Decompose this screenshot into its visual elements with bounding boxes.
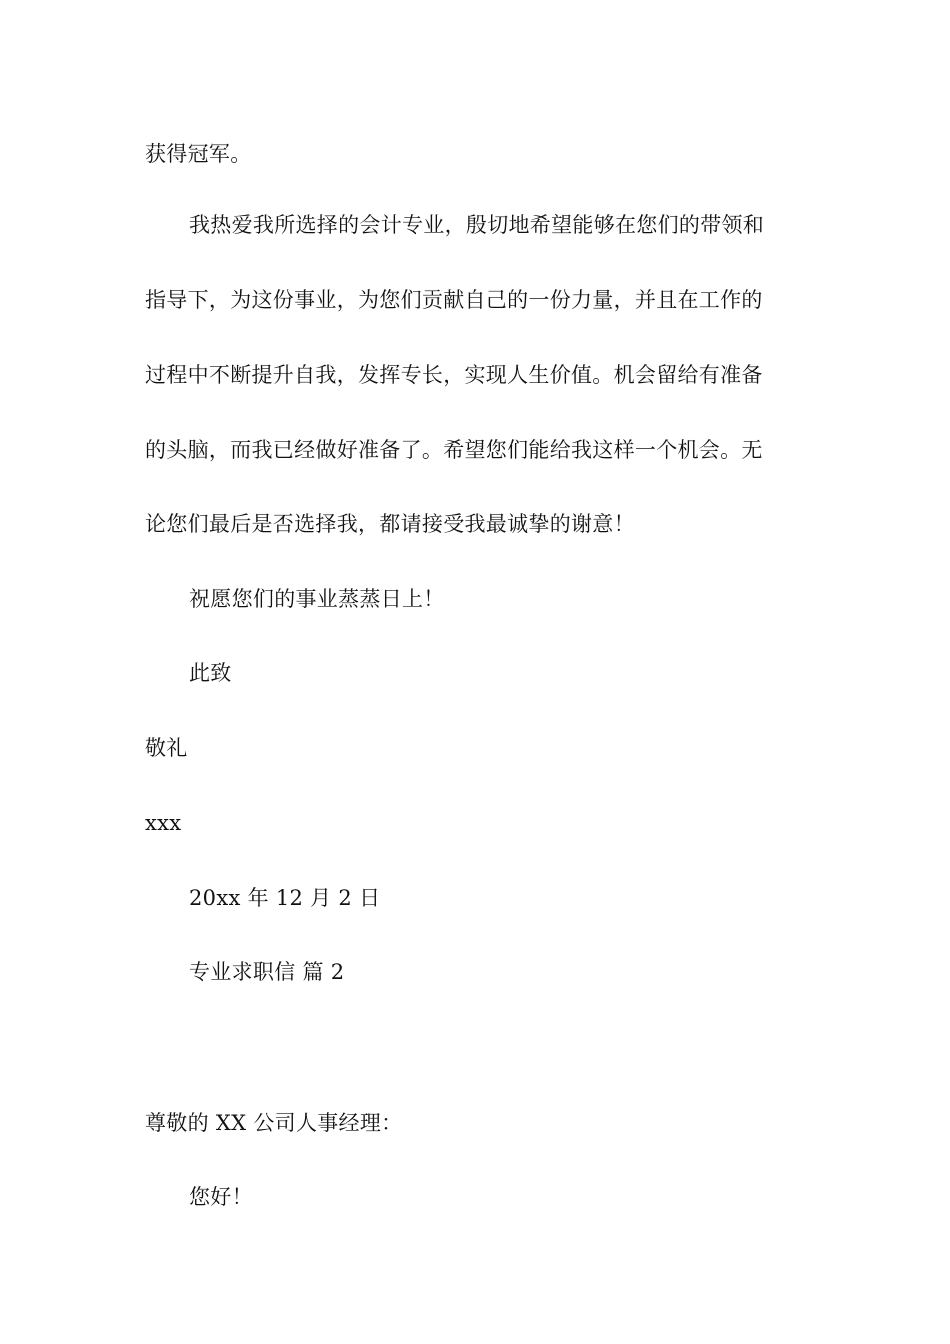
paragraph-line: 指导下，为这份事业，为您们贡献自己的一份力量，并且在工作的	[145, 288, 763, 312]
paragraph-line: 的头脑，而我已经做好准备了。希望您们能给我这样一个机会。无	[145, 438, 763, 462]
section-heading: 专业求职信 篇 2	[189, 960, 345, 984]
letter-hello: 您好！	[189, 1185, 253, 1209]
signature-name: xxx	[145, 811, 182, 835]
paragraph-line: 获得冠军。	[145, 142, 252, 166]
letter-greeting: 尊敬的 XX 公司人事经理：	[145, 1111, 403, 1135]
closing-regards: 敬礼	[145, 736, 188, 760]
signature-date: 20xx 年 12 月 2 日	[189, 886, 381, 910]
closing-wish: 祝愿您们的事业蒸蒸日上！	[189, 587, 445, 611]
paragraph-line: 我热爱我所选择的会计专业，殷切地希望能够在您们的带领和	[189, 213, 765, 237]
paragraph-line: 过程中不断提升自我，发挥专长，实现人生价值。机会留给有准备	[145, 363, 763, 387]
closing-salutation: 此致	[189, 661, 232, 685]
paragraph-line: 论您们最后是否选择我，都请接受我最诚挚的谢意！	[145, 512, 635, 536]
